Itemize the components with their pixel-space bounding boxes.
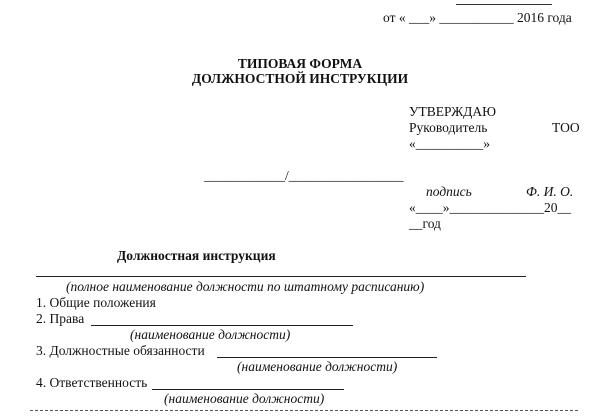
section-duties: 3. Должностные обязанности [36, 343, 205, 358]
title-line-1: ТИПОВАЯ ФОРМА [237, 56, 363, 71]
approve-quote: «__________» [409, 136, 490, 151]
sign-label: подпись [426, 184, 472, 199]
full-name-hint: (полное наименование должности по штатному расписанию) [66, 279, 425, 294]
section-responsibility: 4. Ответственность [36, 375, 148, 390]
date-line: от « ___» ___________ 2016 года [383, 10, 572, 25]
responsibility-line [152, 389, 344, 390]
fio-label: Ф. И. О. [526, 184, 574, 199]
approve-year: __год [409, 216, 441, 231]
approve-position: Руководитель [409, 120, 488, 135]
duties-line [217, 357, 437, 358]
section-rights: 2. Права [36, 311, 85, 326]
title-line-2: ДОЛЖНОСТНОЙ ИНСТРУКЦИИ [191, 71, 409, 86]
approve-date-row: «____»______________20__ [409, 200, 571, 215]
rights-hint: (наименование должности) [130, 327, 291, 342]
signature-line: ____________/_________________ [204, 168, 404, 183]
approve-org: ТОО [552, 120, 580, 135]
duties-hint: (наименование должности) [237, 359, 398, 374]
doc-heading: Должностная инструкция [117, 248, 276, 263]
rights-line [91, 325, 353, 326]
section-general: 1. Общие положения [36, 295, 156, 310]
top-cut-line [456, 0, 552, 5]
approve-heading: УТВЕРЖДАЮ [409, 104, 497, 119]
responsibility-hint: (наименование должности) [164, 391, 325, 406]
page-break-line [30, 410, 578, 411]
full-name-line [36, 276, 526, 277]
